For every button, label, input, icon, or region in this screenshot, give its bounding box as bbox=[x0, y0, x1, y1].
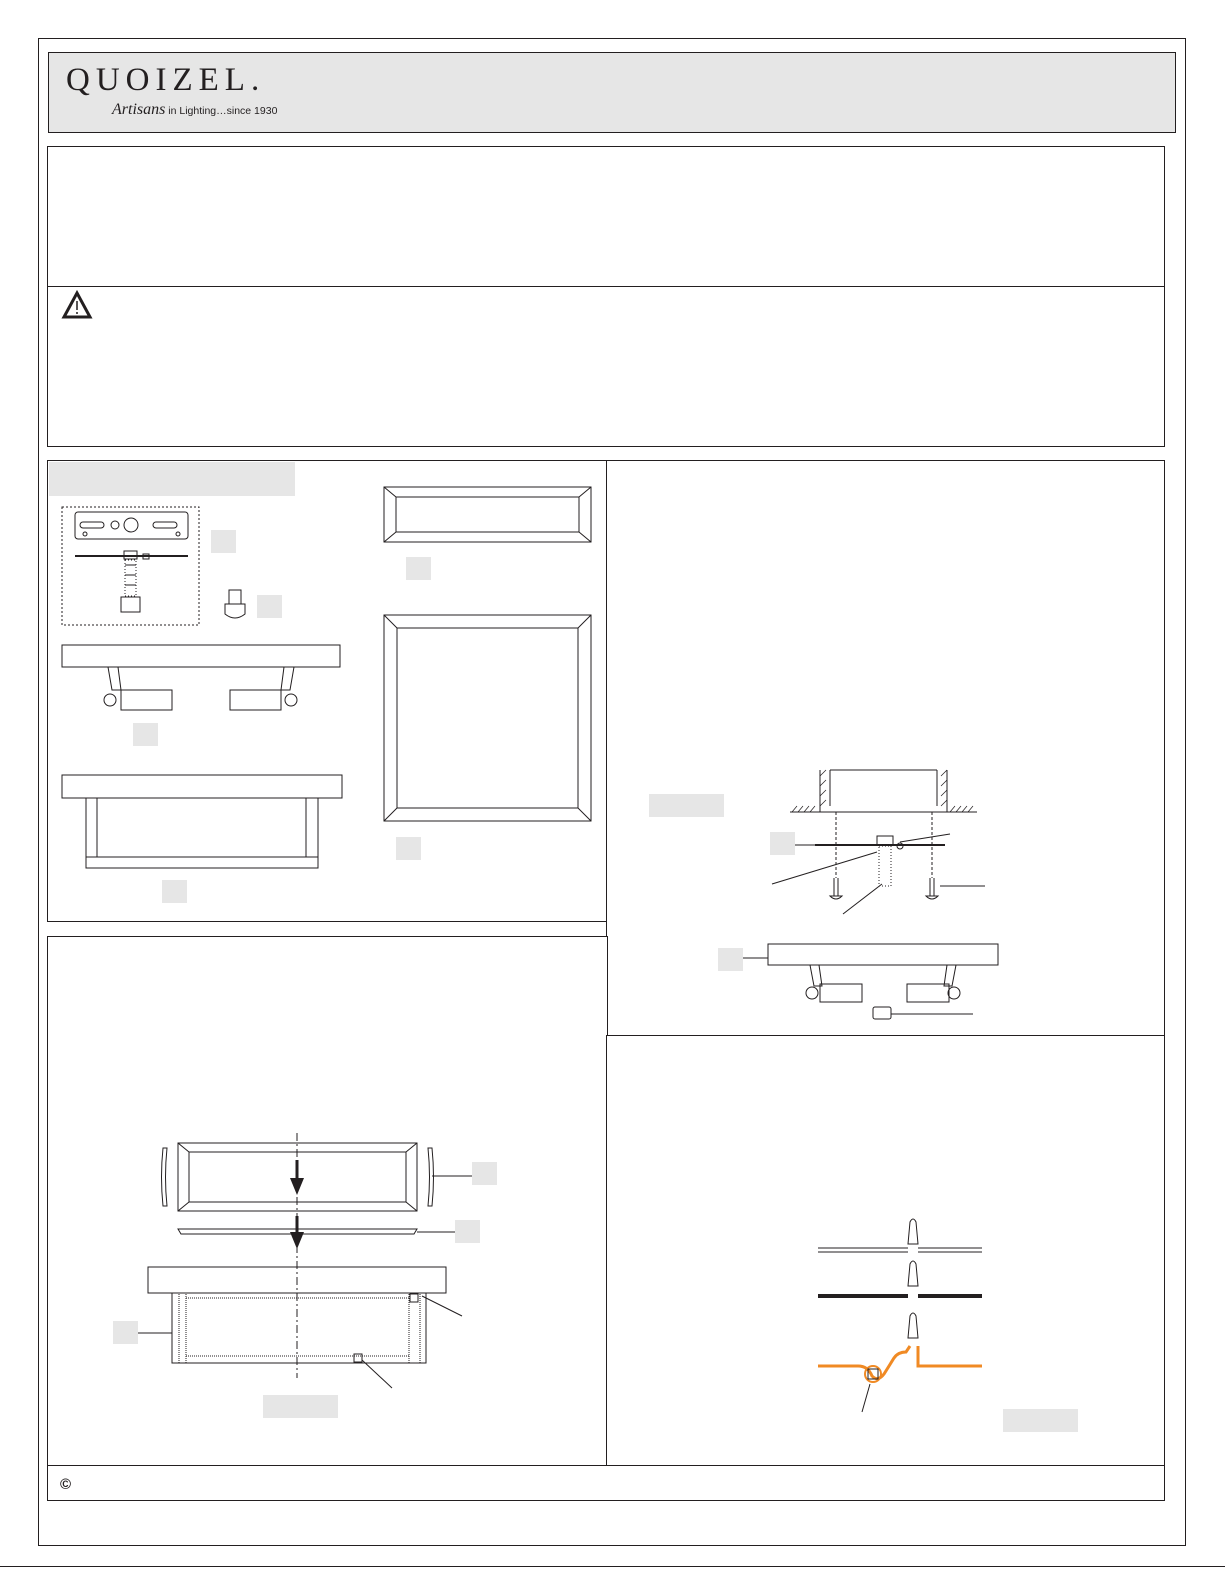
frame-housing-drawing bbox=[62, 775, 342, 868]
wiring-drawing bbox=[818, 1219, 982, 1338]
cap-nut-drawing bbox=[225, 590, 245, 618]
glass-panel-drawing bbox=[384, 487, 591, 542]
mounting-drawing bbox=[743, 770, 998, 1019]
tagline-script: Artisans bbox=[112, 101, 166, 118]
front-glass-drawing bbox=[384, 615, 591, 821]
assembly-drawing bbox=[138, 1133, 472, 1388]
copyright-symbol: © bbox=[60, 1476, 72, 1493]
light-bar-drawing bbox=[62, 645, 340, 710]
tagline-text: in Lighting…since 1930 bbox=[165, 105, 278, 117]
crossbar-kit-drawing bbox=[62, 507, 199, 625]
brand-logo: QUOIZEL. bbox=[66, 62, 266, 98]
